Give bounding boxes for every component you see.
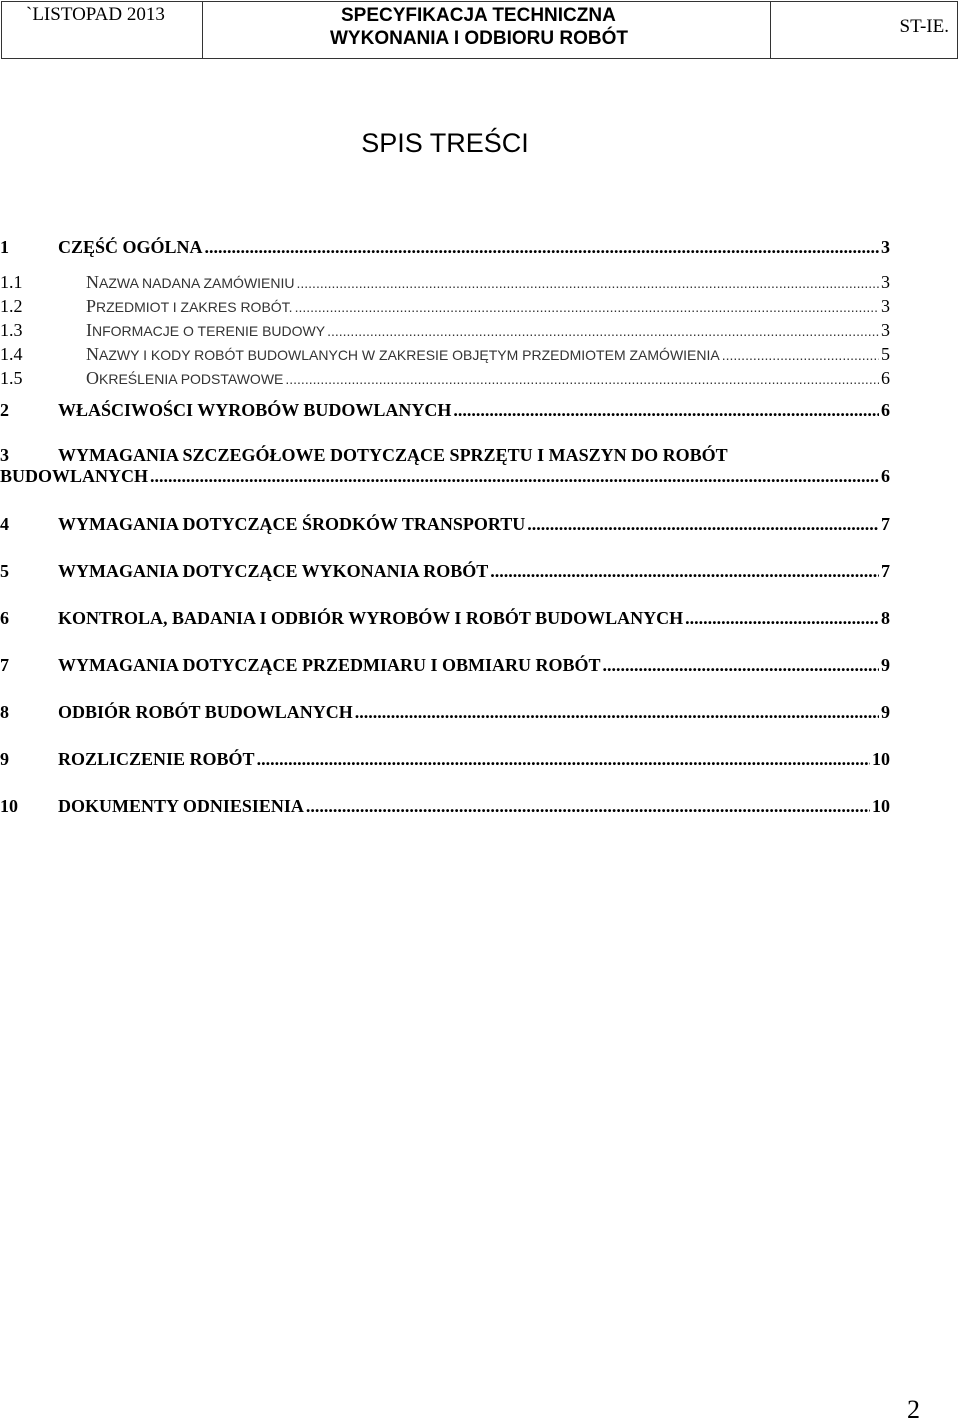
- toc-number: 3: [0, 445, 9, 465]
- toc-label-cap: P: [86, 296, 97, 316]
- toc-page: 10: [872, 749, 890, 769]
- toc-number: 1.3: [0, 320, 23, 340]
- toc-page: 6: [881, 400, 890, 420]
- toc-label: CZĘŚĆ OGÓLNA: [58, 237, 203, 257]
- toc-label: WŁAŚCIWOŚCI WYROBÓW BUDOWLANYCH: [58, 400, 452, 420]
- toc-leader: [527, 514, 879, 535]
- toc-entry-1[interactable]: [0, 237, 890, 258]
- toc-label: [86, 344, 720, 365]
- toc-page: 5: [881, 344, 890, 364]
- toc-leader: [603, 655, 879, 676]
- toc-page: 8: [881, 608, 890, 628]
- toc-number: 1.5: [0, 368, 23, 388]
- header-title-line1: SPECYFIKACJA TECHNICZNA: [341, 5, 616, 26]
- toc-number: 1.4: [0, 344, 23, 364]
- toc-entry-9[interactable]: [0, 749, 890, 770]
- toc-entry-3-line1: [0, 445, 890, 466]
- toc-label-cap: O: [86, 368, 99, 388]
- toc-entry-4[interactable]: [0, 514, 890, 535]
- toc-leader: [722, 347, 879, 363]
- toc-label-rest: AZWY I KODY ROBÓT BUDOWLANYCH W ZAKRESIE OBJĘTYM PRZEDMIOTEM ZAMÓWIENIA: [99, 347, 720, 363]
- toc-page: 10: [872, 796, 890, 816]
- toc-label: WYMAGANIA SZCZEGÓŁOWE DOTYCZĄCE SPRZĘTU I MASZYN DO ROBÓT: [58, 445, 728, 465]
- toc-label: KONTROLA, BADANIA I ODBIÓR WYROBÓW I ROBÓT BUDOWLANYCH: [58, 608, 684, 628]
- toc-number: 5: [0, 561, 9, 581]
- toc-leader: [453, 400, 879, 421]
- toc-number: 1.1: [0, 272, 23, 292]
- toc-label-rest: NFORMACJE O TERENIE BUDOWY: [92, 323, 326, 339]
- toc-number: 7: [0, 655, 9, 675]
- toc-label-rest: RZEDMIOT I ZAKRES ROBÓT.: [96, 299, 293, 315]
- toc-entry-1-1[interactable]: [0, 272, 890, 293]
- toc-label: WYMAGANIA DOTYCZĄCE PRZEDMIARU I OBMIARU ROBÓT: [58, 655, 601, 675]
- page-header: [1, 1, 958, 59]
- toc-label-cap: N: [86, 344, 99, 364]
- toc-entry-3-line2: [0, 466, 890, 487]
- toc-leader: [205, 237, 879, 258]
- toc-entry-7[interactable]: [0, 655, 890, 676]
- toc-entry-1-2[interactable]: [0, 296, 890, 317]
- toc-leader: [150, 466, 879, 487]
- toc-page: 6: [881, 466, 890, 486]
- header-date: [2, 2, 203, 58]
- toc-page: 3: [881, 296, 890, 316]
- toc-label-rest: AZWA NADANA ZAMÓWIENIU: [99, 275, 295, 291]
- toc-leader: [685, 608, 879, 629]
- toc-label: ODBIÓR ROBÓT BUDOWLANYCH: [58, 702, 353, 722]
- toc-entry-1-5[interactable]: [0, 368, 890, 389]
- page-number: 2: [907, 1395, 920, 1424]
- toc-label: [86, 272, 295, 293]
- toc-leader: [306, 796, 870, 817]
- toc-page: 9: [881, 655, 890, 675]
- toc-label-continued: BUDOWLANYCH: [0, 466, 149, 486]
- toc-label: [86, 320, 325, 341]
- toc-label: WYMAGANIA DOTYCZĄCE WYKONANIA ROBÓT: [58, 561, 489, 581]
- toc-entry-1-4[interactable]: [0, 344, 890, 365]
- toc-label: DOKUMENTY ODNIESIENIA: [58, 796, 304, 816]
- toc-label-cap: I: [86, 320, 92, 340]
- toc-entry-5[interactable]: [0, 561, 890, 582]
- toc-page: 7: [881, 514, 890, 534]
- toc-entry-3[interactable]: [0, 445, 890, 487]
- toc-leader: [327, 323, 879, 339]
- toc-label: ROZLICZENIE ROBÓT: [58, 749, 255, 769]
- toc-number: 10: [0, 796, 18, 816]
- toc-number: 4: [0, 514, 9, 534]
- header-date-text: `LISTOPAD 2013: [26, 4, 165, 25]
- page-title: SPIS TREŚCI: [361, 128, 529, 158]
- toc-page: 7: [881, 561, 890, 581]
- header-code: [771, 2, 957, 58]
- toc-number: 6: [0, 608, 9, 628]
- toc-page: 3: [881, 320, 890, 340]
- toc-page: 6: [881, 368, 890, 388]
- toc-label: [86, 368, 283, 389]
- toc-leader: [257, 749, 870, 770]
- toc-entry-8[interactable]: [0, 702, 890, 723]
- toc-number: 9: [0, 749, 9, 769]
- toc-entry-10[interactable]: [0, 796, 890, 817]
- header-title: [203, 2, 771, 58]
- toc-leader: [285, 371, 879, 387]
- toc-page: 3: [881, 237, 890, 257]
- toc-leader: [295, 299, 879, 315]
- header-title-line2: WYKONANIA I ODBIORU ROBÓT: [330, 28, 629, 49]
- toc-label: [86, 296, 293, 317]
- toc-label-rest: KREŚLENIA PODSTAWOWE: [99, 371, 284, 387]
- toc-entry-6[interactable]: [0, 608, 890, 629]
- header-code-text: ST-IE.: [899, 16, 949, 37]
- toc-leader: [297, 275, 880, 291]
- toc-label-cap: N: [86, 272, 99, 292]
- toc-leader: [490, 561, 879, 582]
- toc-page: 9: [881, 702, 890, 722]
- toc-leader: [355, 702, 879, 723]
- toc-label: WYMAGANIA DOTYCZĄCE ŚRODKÓW TRANSPORTU: [58, 514, 526, 534]
- toc-entry-2[interactable]: [0, 400, 890, 421]
- toc-page: 3: [881, 272, 890, 292]
- toc-number: 1.2: [0, 296, 23, 316]
- toc-number: 2: [0, 400, 9, 420]
- toc-number: 8: [0, 702, 9, 722]
- toc-entry-1-3[interactable]: [0, 320, 890, 341]
- toc-number: 1: [0, 237, 9, 257]
